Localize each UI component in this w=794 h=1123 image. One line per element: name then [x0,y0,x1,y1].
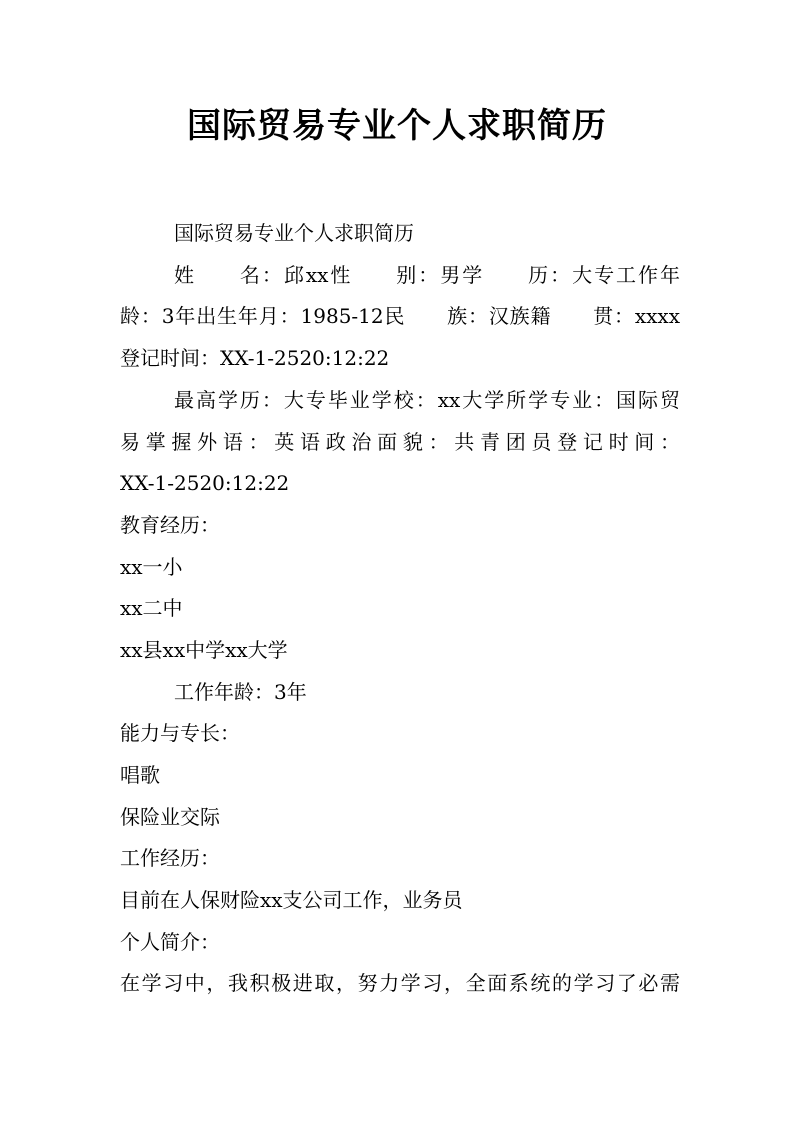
text-line: 最高学历：大专毕业学校：xx大学所学专业：国际贸 [174,388,680,412]
text-line: 龄：3年出生年月：1985-12民 族：汉族籍 贯：xxxx [120,304,680,328]
document-title: 国际贸易专业个人求职简历 [187,106,607,146]
list-item: xx县xx中学xx大学 [120,638,288,662]
section-heading: 工作经历： [120,846,220,870]
subtitle-line: 国际贸易专业个人求职简历 [174,221,414,245]
text-line: 目前在人保财险xx支公司工作，业务员 [120,888,463,912]
text-line: 工作年龄：3年 [174,680,307,704]
list-item: 保险业交际 [120,805,220,829]
text-line: 姓 名：邱xx性 别：男学 历：大专工作年 [174,263,680,287]
section-heading: 能力与专长： [120,721,240,745]
list-item: xx一小 [120,555,183,579]
list-item: 唱歌 [120,763,160,787]
text-line: 登记时间：XX-1-2520:12:22 [120,346,390,370]
list-item: xx二中 [120,596,183,620]
text-line: 易掌握外语：英语政治面貌：共青团员登记时间： [120,430,680,454]
section-heading: 教育经历： [120,513,220,537]
text-line: XX-1-2520:12:22 [120,471,290,495]
section-heading: 个人简介： [120,930,220,954]
text-line: 在学习中，我积极进取，努力学习，全面系统的学习了必需 [120,971,680,995]
